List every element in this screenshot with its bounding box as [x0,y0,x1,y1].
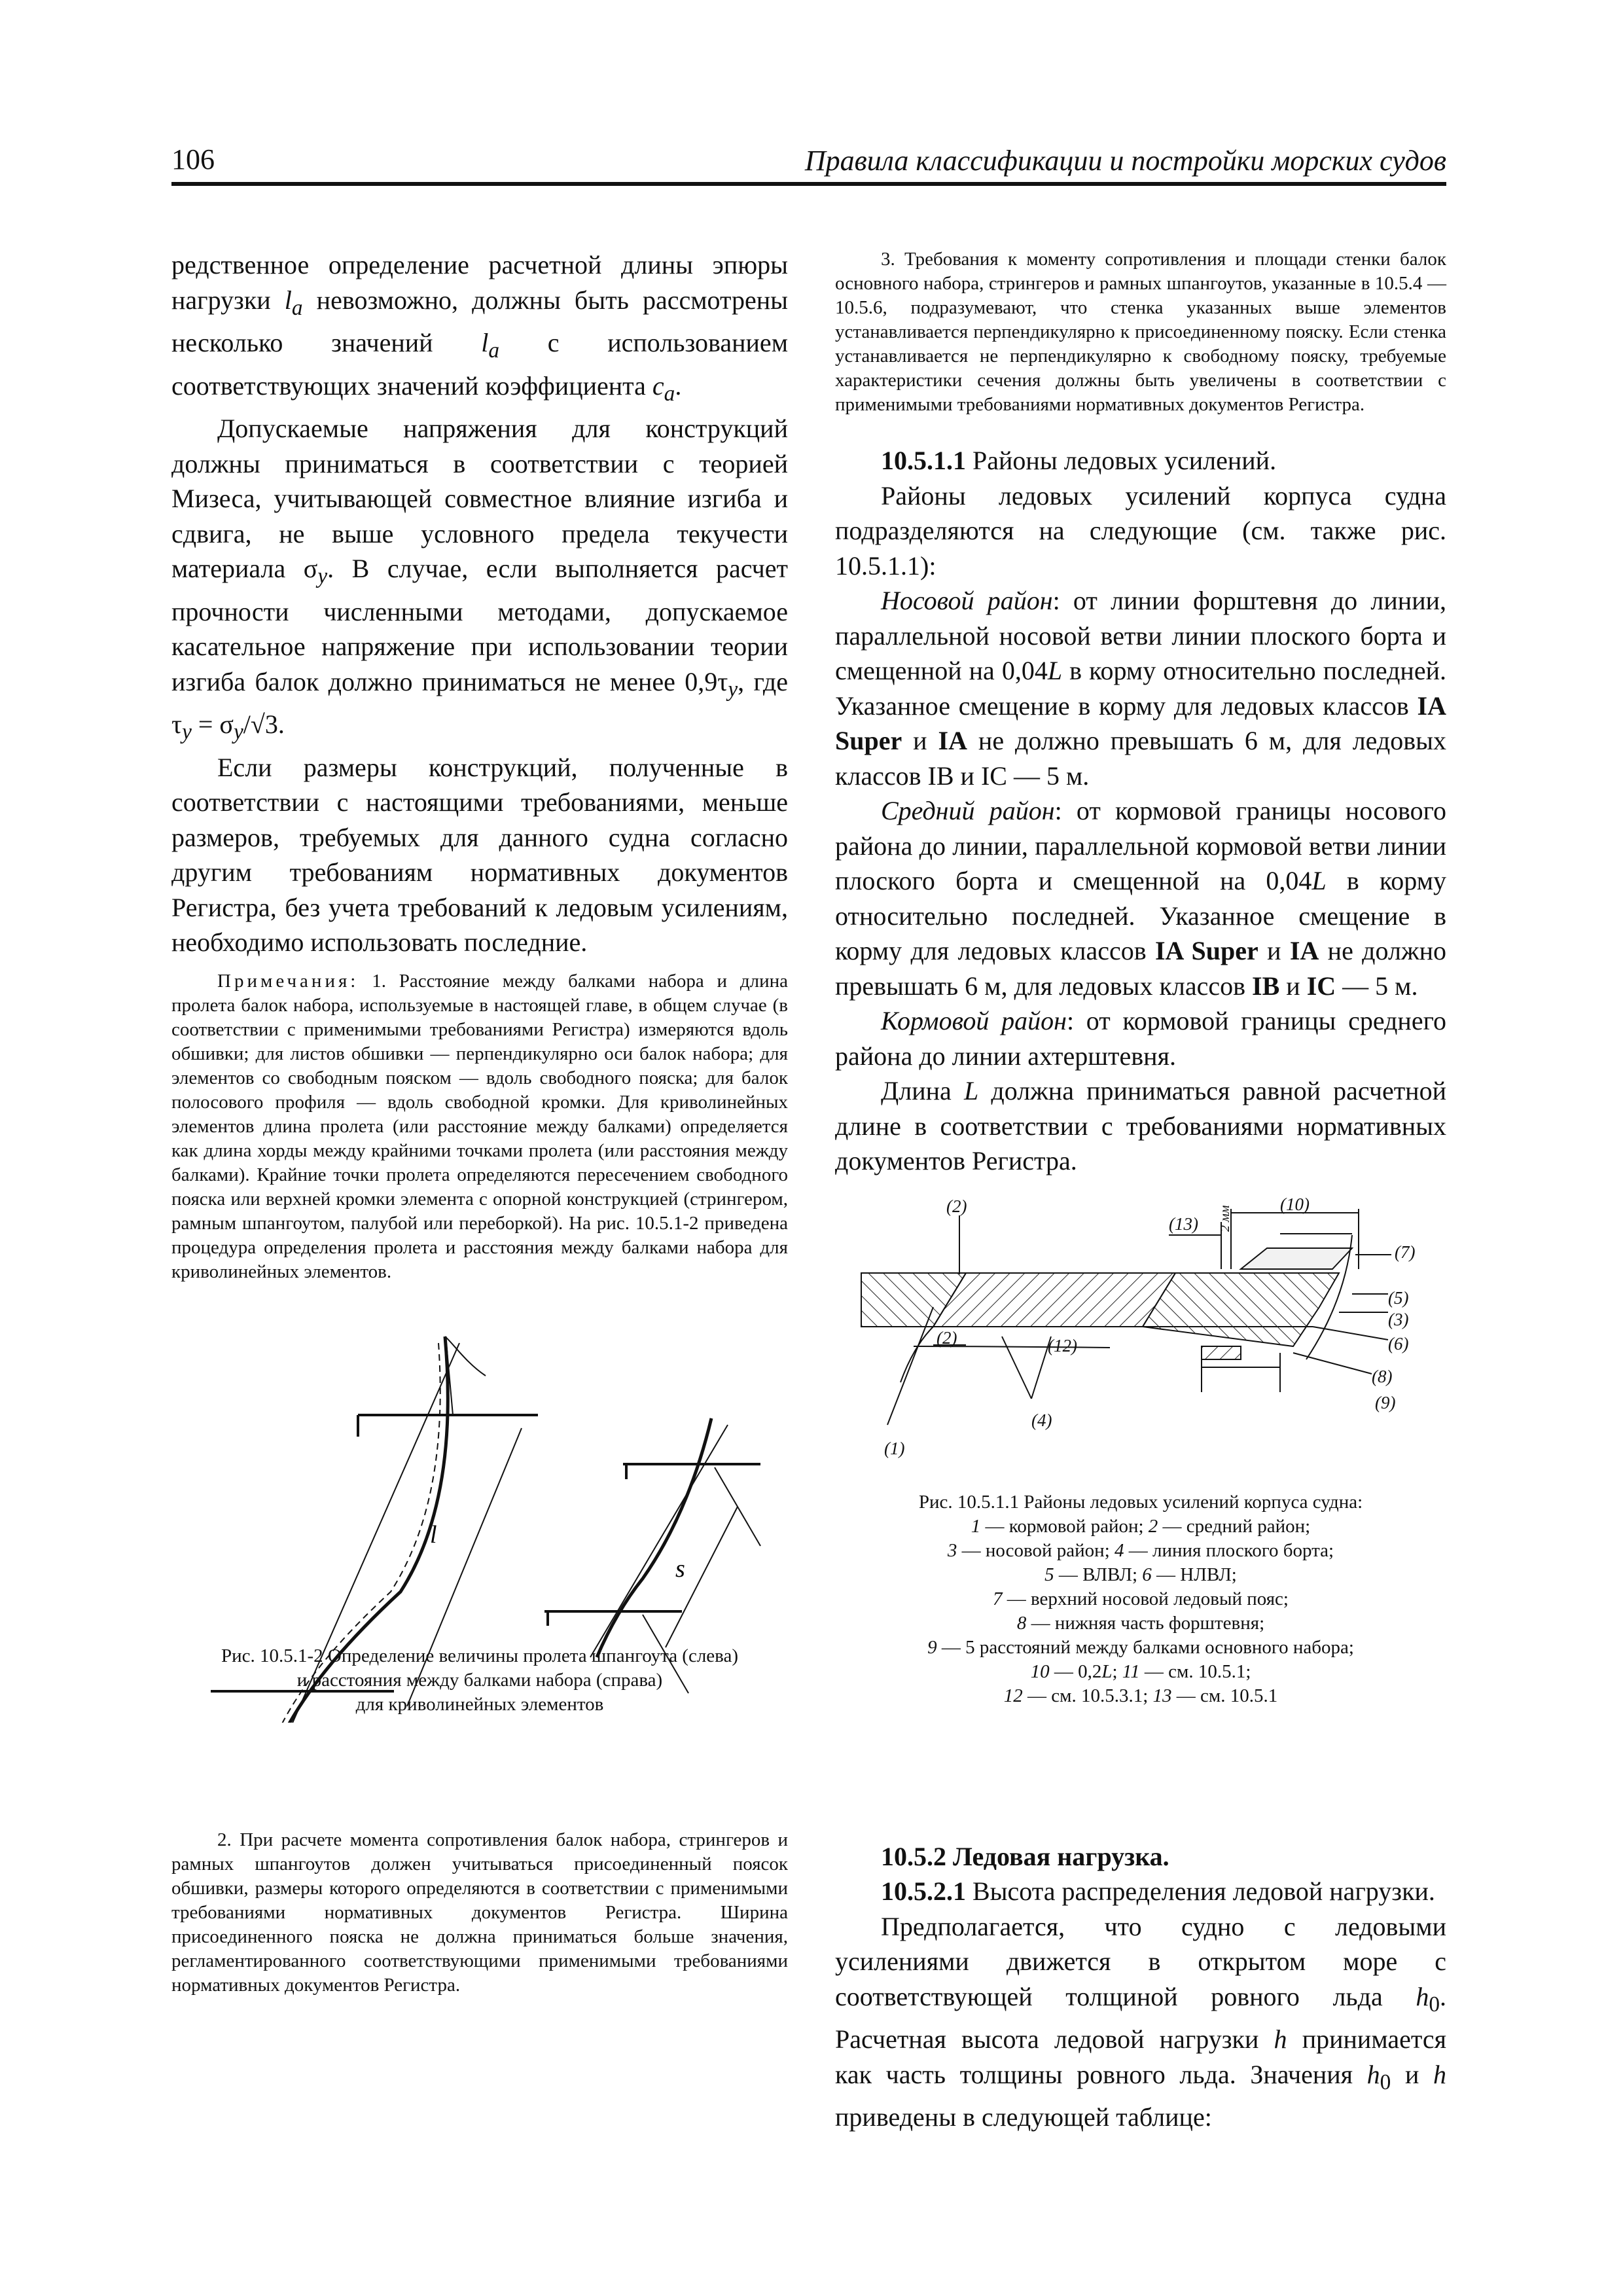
right-column [835,247,1446,2135]
paragraph-length-L: Длина L должна приниматься равной расчетной длине в соответствии с требованиями нормативных документов Регистра. [835,1076,1446,1175]
note-1: Примечания: 1. Расстояние между балками набора и длина пролета балок набора, используемые в настоящей главе, в общем случае (в соответствии с применимыми требованиями Регистра) измеряются вдоль обшивки; для листов обшивки — перпендикулярно оси балок набора; для элементов со свободным пояском — вдоль свободного пояска; для балок полосового профиля — вдоль свободной кромки. Для криволинейных элементов длина пролета (или расстояние между балками) определяется как длина хорды между крайними точками пролета (или расстояния между балками). Крайние точки пролета определяются пересечением свободного пояска или верхней кромки элемента с опорной конструкцией (стрингером, рамным шпангоутом, палубой или переборкой). На рис. 10.5.1-2 приведена процедура определения пролета и расстояния между балками набора для криволинейных элементов. [171,970,789,1282]
fig-label-8: (8) [1372,1366,1393,1386]
figure-ice-strengthening-regions [835,1196,1446,1484]
paragraph-allowable-stress: Допускаемые напряжения для конструкций должны приниматься в соответствии с теорией Мизеса, учитывающей совместное влияние изгиба и сдвига, не выше условного предела текучести материала $\sigma_y$. В случае, если выполняется расчет прочности численными методами, допускаемое касательное напряжение при использовании теории изгиба балок должно приниматься не менее $0,9\tau_y$, где $\tau_y = \sigma_y/√3$. [171,414,788,744]
label-spacing-s: s [675,1554,685,1583]
fig-label-3: (3) [1388,1309,1409,1329]
label-span-l: l [430,1520,437,1549]
figure-10-5-1-1-caption: Рис. 10.5.1.1 Районы ледовых усилений корпуса судна: 1 — кормовой район; 2 — средний район; 3 — носовой район; 4 — линия плоского борта; 5 — ВЛВЛ; 6 — НЛВЛ; 7 — верхний носовой ледовый пояс; 8 — нижняя часть форштевня; 9 — 5 расстояний между балками основного набора; 10 — 0,2L; 11 — см. 10.5.1; 12 — см. 10.5.3.1; 13 — см. 10.5.1 [918,1491,1363,1706]
fig-label-9: (9) [1375,1392,1396,1412]
fig-label-7: (7) [1395,1242,1416,1262]
fig-label-10: (10) [1280,1195,1310,1214]
fig-label-2: (2) [946,1196,967,1216]
paragraph-stern-region: Кормовой район: от кормовой границы среднего района до линии ахтерштевня. [835,1006,1446,1071]
note-3: 3. Требования к моменту сопротивления и площади стенки балок основного набора, стрингеров и рамных шпангоутов, указанные в 10.5.4 — 10.5.6, подразумевают, что стенка указанных выше элементов устанавливается перпендикулярно к присоединенному пояску. Если стенка устанавливается не перпендикулярно к свободному пояску, требуемые характеристики сечения должны быть увеличены в соответствии с применимыми требованиями нормативных документов Регистра. [835,249,1446,415]
fig-label-2mm: 2 мм [1218,1204,1232,1232]
paragraph-load-length: редственное определение расчетной длины эпюры нагрузки $l_a$ невозможно, должны быть рассмотрены несколько значений $l_a$ с использованием соответствующих значений коэффициента $c_a$. [171,250,788,406]
figure-10-5-1-2-caption: Рис. 10.5.1-2 Определение величины пролета шпангоута (слева) и расстояния между балками набора (справа) для криволинейных элементов [221,1645,739,1715]
paragraph-bow-region: Носовой район: от линии форштевня до линии, параллельной носовой ветви линии плоского борта и смещенной на 0,04L в корму относительно последней. Указанное смещение в корму для ледовых классов IA Super и IA не должно превышать 6 м, для ледовых классов IB и IC — 5 м. [835,586,1447,791]
running-title: Правила классификации и постройки морских судов [804,145,1446,177]
fig-label-1: (1) [884,1438,905,1458]
fig-label-13: (13) [1169,1213,1198,1234]
paragraph-midbody-region: Средний район: от кормовой границы носового района до линии, параллельной кормовой ветви линии плоского борта и смещенной на 0,04L в корму относительно последней. Указанное смещение в корму для ледовых классов IA Super и IA не должно превышать 6 м, для ледовых классов IB и IC — 5 м. [835,796,1447,1001]
fig-label-6: (6) [1388,1333,1409,1354]
left-column [171,247,788,1998]
section-10-5-2-1-heading: 10.5.2.1 Высота распределения ледовой нагрузки. [881,1876,1435,1906]
section-10-5-1-1-heading: 10.5.1.1 Районы ледовых усилений. [881,446,1277,475]
paragraph-ice-load-height: Предполагается, что судно с ледовыми усилениями движется в открытом море с соответствующей толщиной ровного льда $h_0$. Расчетная высота ледовой нагрузки h принимается как часть толщины ровного льда. Значения $h_0$ и h приведены в следующей таблице: [835,1911,1447,2132]
page-header [171,143,1446,186]
paragraph-ice-regions: Районы ледовых усилений корпуса судна подразделяются на следующие (см. также рис. 10.5.1.1): [835,480,1446,581]
paragraph-scantlings: Если размеры конструкций, полученные в соответствии с настоящими требованиями, меньше размеров, требуемых для данного судна согласно другим требованиям нормативных документов Регистра, без учета требований к ледовым усилениям, необходимо использовать последние. [171,752,788,957]
fig-label-4: (4) [1031,1410,1052,1430]
fig-label-2b: (2) [936,1327,957,1348]
section-10-5-2-heading: 10.5.2 Ледовая нагрузка. [881,1841,1169,1871]
note-label: Примечания: [217,970,359,992]
fig-label-12: (12) [1048,1335,1077,1355]
note-2: 2. При расчете момента сопротивления балок набора, стрингеров и рамных шпангоутов должен учитываться присоединенный поясок обшивки, размеры которого определяются в соответствии с применимыми требованиями нормативных документов Регистра. Ширина присоединенного пояска не должна приниматься больше значения, регламентированного соответствующими применимыми требованиями нормативных документов Регистра. [171,1829,788,1996]
fig-label-5: (5) [1388,1287,1409,1308]
page-number: 106 [171,143,215,175]
